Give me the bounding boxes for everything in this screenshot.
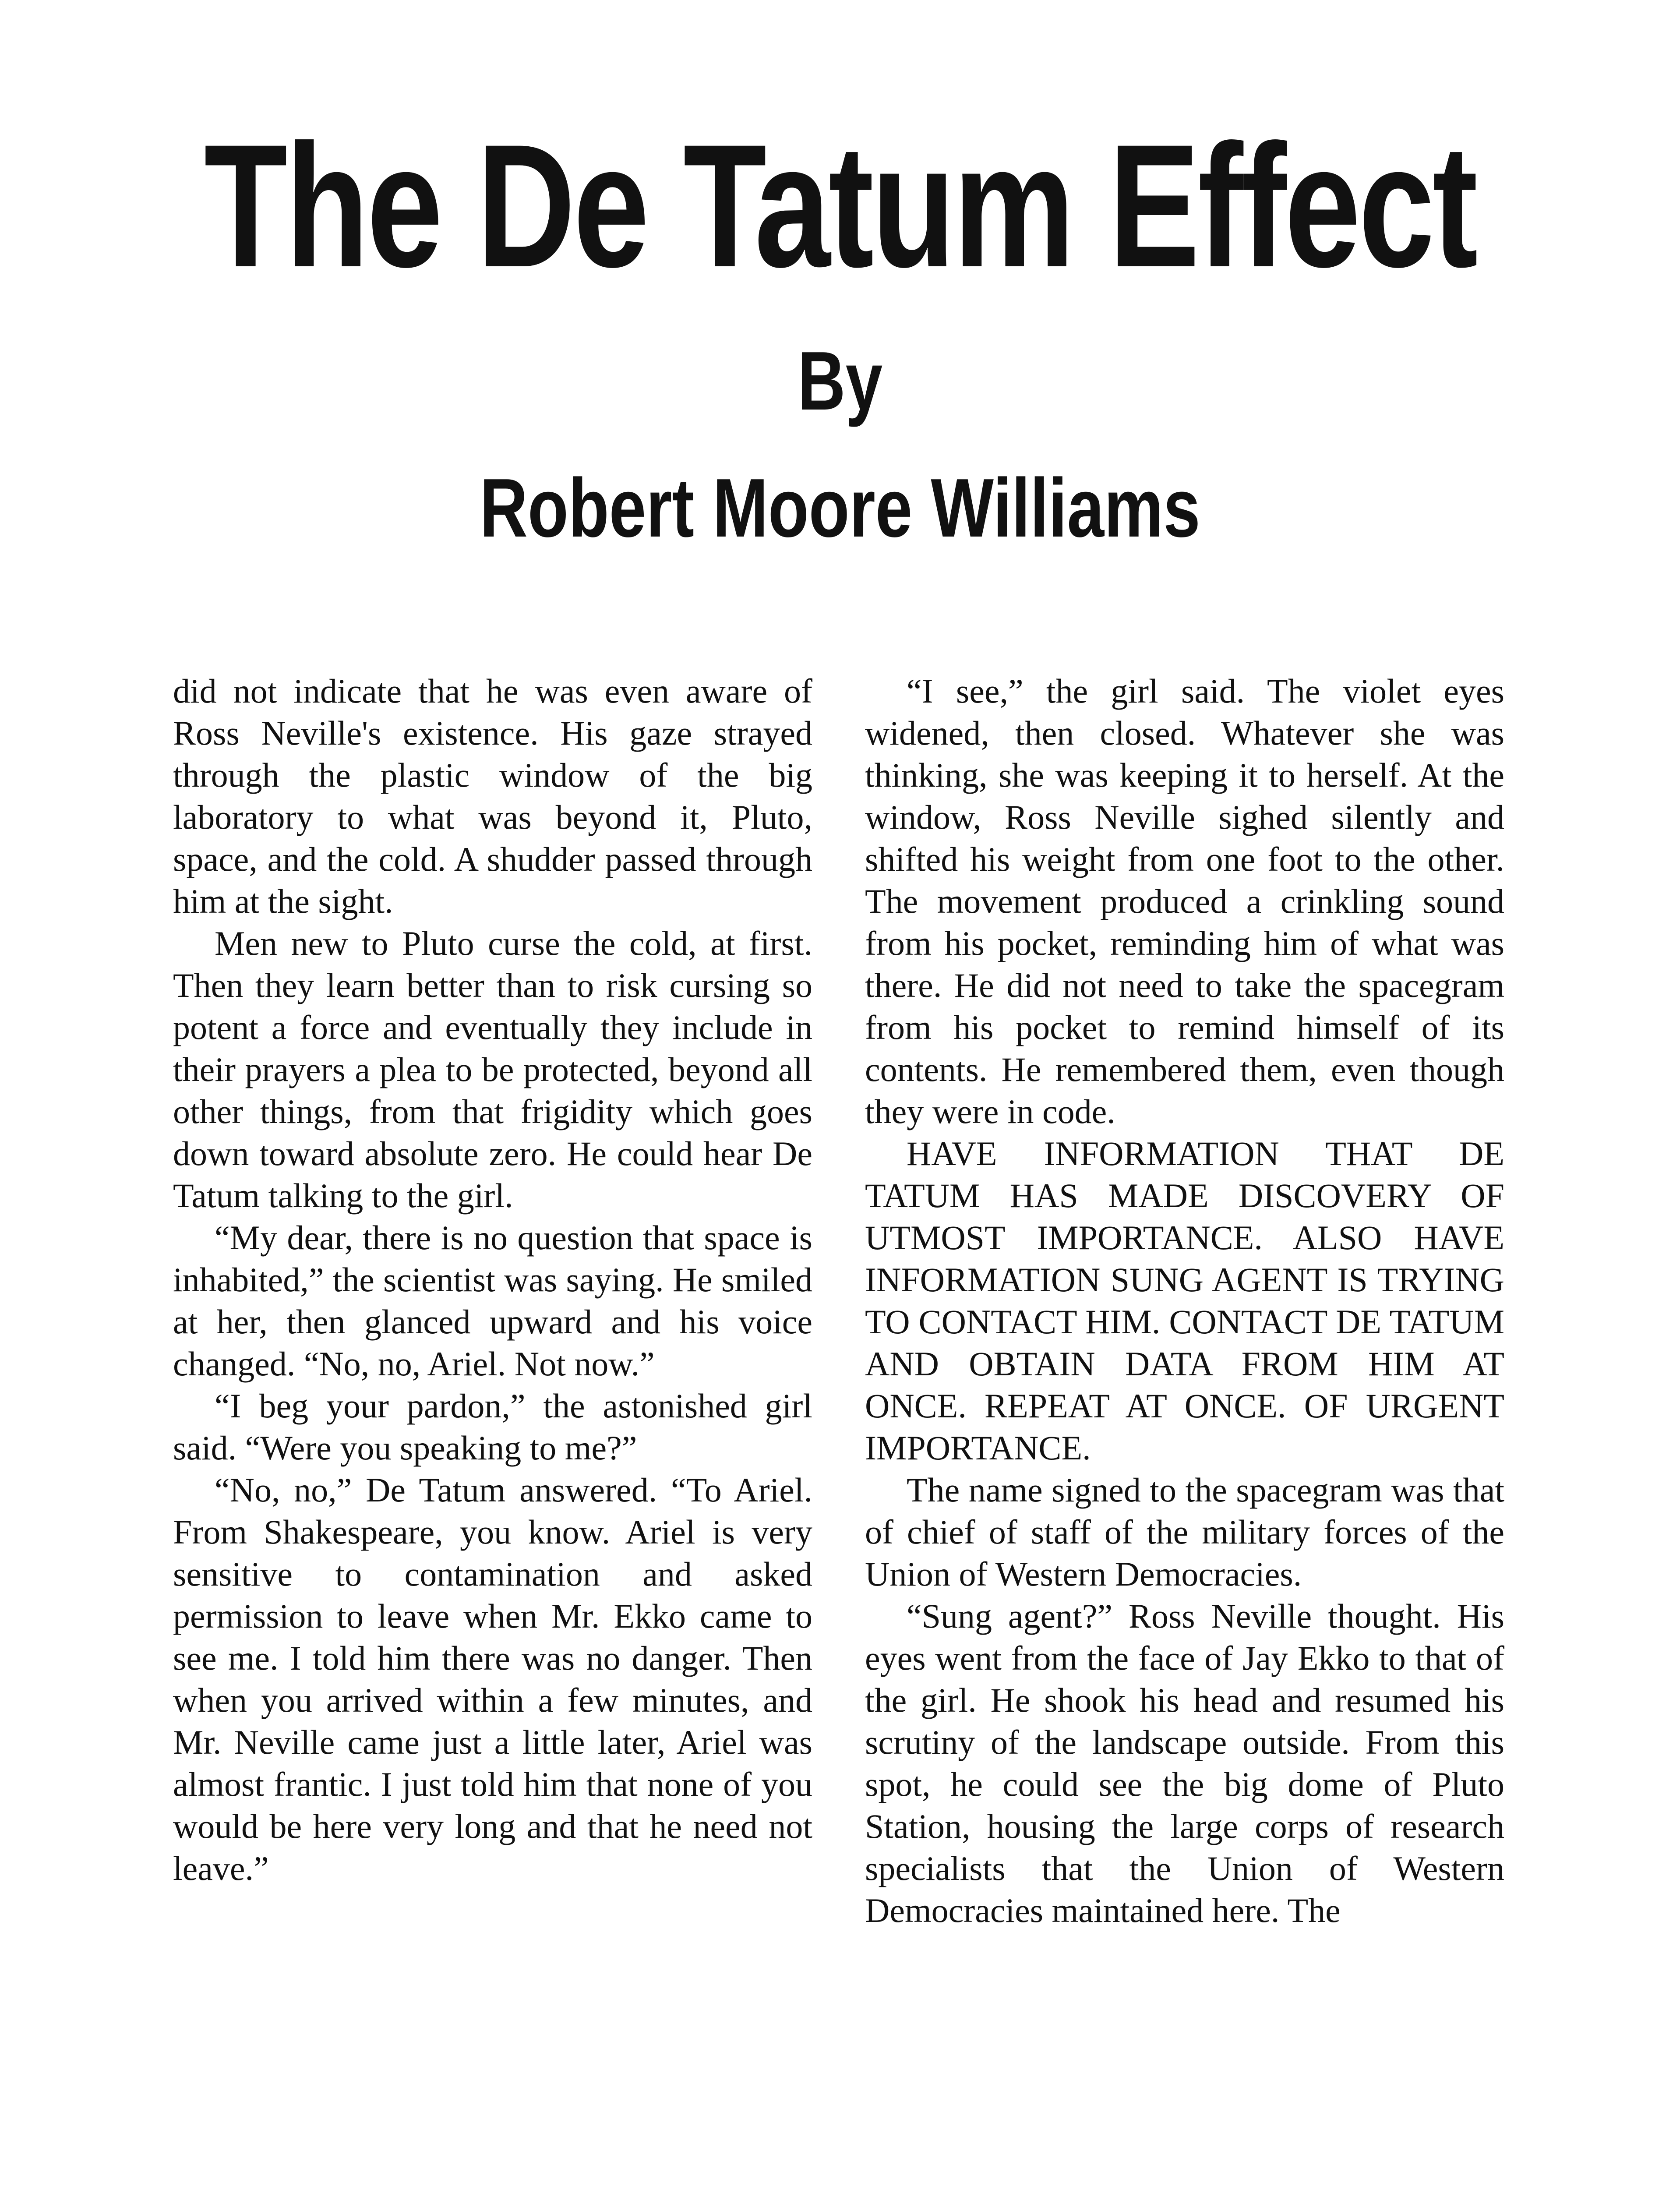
spacegram-text: HAVE INFORMATION THAT DE TATUM HAS MADE DISCOVERY OF UTMOST IMPORTANCE. ALSO HAVE INFORMATION SUNG AGENT IS TRYING TO CONTACT HIM. CONTACT DE TATUM AND OBTAIN DATA FROM HIM AT ONCE. REPEAT AT ONCE. OF URGENT IMPORTANCE.	[865, 1134, 1504, 1467]
paragraph: “Sung agent?” Ross Neville thought. His eyes went from the face of Jay Ekko to that of the girl. He shook his head and resumed his scrutiny of the landscape outside. From this spot, he could see the big dome of Pluto Station, housing the large corps of research specialists that the Union of Western Democracies maintained here. The	[865, 1597, 1504, 1929]
left-column	[173, 670, 812, 1890]
paragraph: The name signed to the spacegram was that of chief of staff of the military forces of the Union of Western Democracies.	[865, 1471, 1504, 1593]
paragraph: did not indicate that he was even aware of Ross Neville's existence. His gaze strayed through the plastic window of the big laboratory to what was beyond it, Pluto, space, and the cold. A shudder passed through him at the sight.	[173, 672, 812, 920]
byline-by: By	[797, 335, 883, 427]
paragraph: “I see,” the girl said. The violet eyes widened, then closed. Whatever she was thinking, she was keeping it to herself. At the window, Ross Neville sighed silently and shifted his weight from one foot to the other. The movement produced a crinkling sound from his pocket, reminding him of what was there. He did not need to take the spacegram from his pocket to remind himself of its contents. He remembered them, even though they were in code.	[865, 672, 1504, 1130]
paragraph: Men new to Pluto curse the cold, at first. Then they learn better than to risk cursing so potent a force and eventually they include in their prayers a plea to be protected, beyond all other things, from that frigidity which goes down toward absolute zero. He could hear De Tatum talking to the girl.	[173, 924, 812, 1215]
article-title: The De Tatum Effect	[204, 108, 1476, 304]
paragraph: “No, no,” De Tatum answered. “To Ariel. From Shakespeare, you know. Ariel is very sensitive to contamination and asked permission to leave when Mr. Ekko came to see me. I told him there was no danger. Then when you arrived within a few minutes, and Mr. Neville came just a little later, Ariel was almost frantic. I just told him that none of you would be here very long and that he need not leave.”	[173, 1471, 812, 1887]
paragraph: “I beg your pardon,” the astonished girl said. “Were you speaking to me?”	[173, 1387, 812, 1467]
right-column	[865, 670, 1504, 1932]
author-name: Robert Moore Williams	[480, 462, 1200, 555]
paragraph: “My dear, there is no question that space is inhabited,” the scientist was saying. He smiled at her, then glanced upward and his voice changed. “No, no, Ariel. Not now.”	[173, 1219, 812, 1383]
